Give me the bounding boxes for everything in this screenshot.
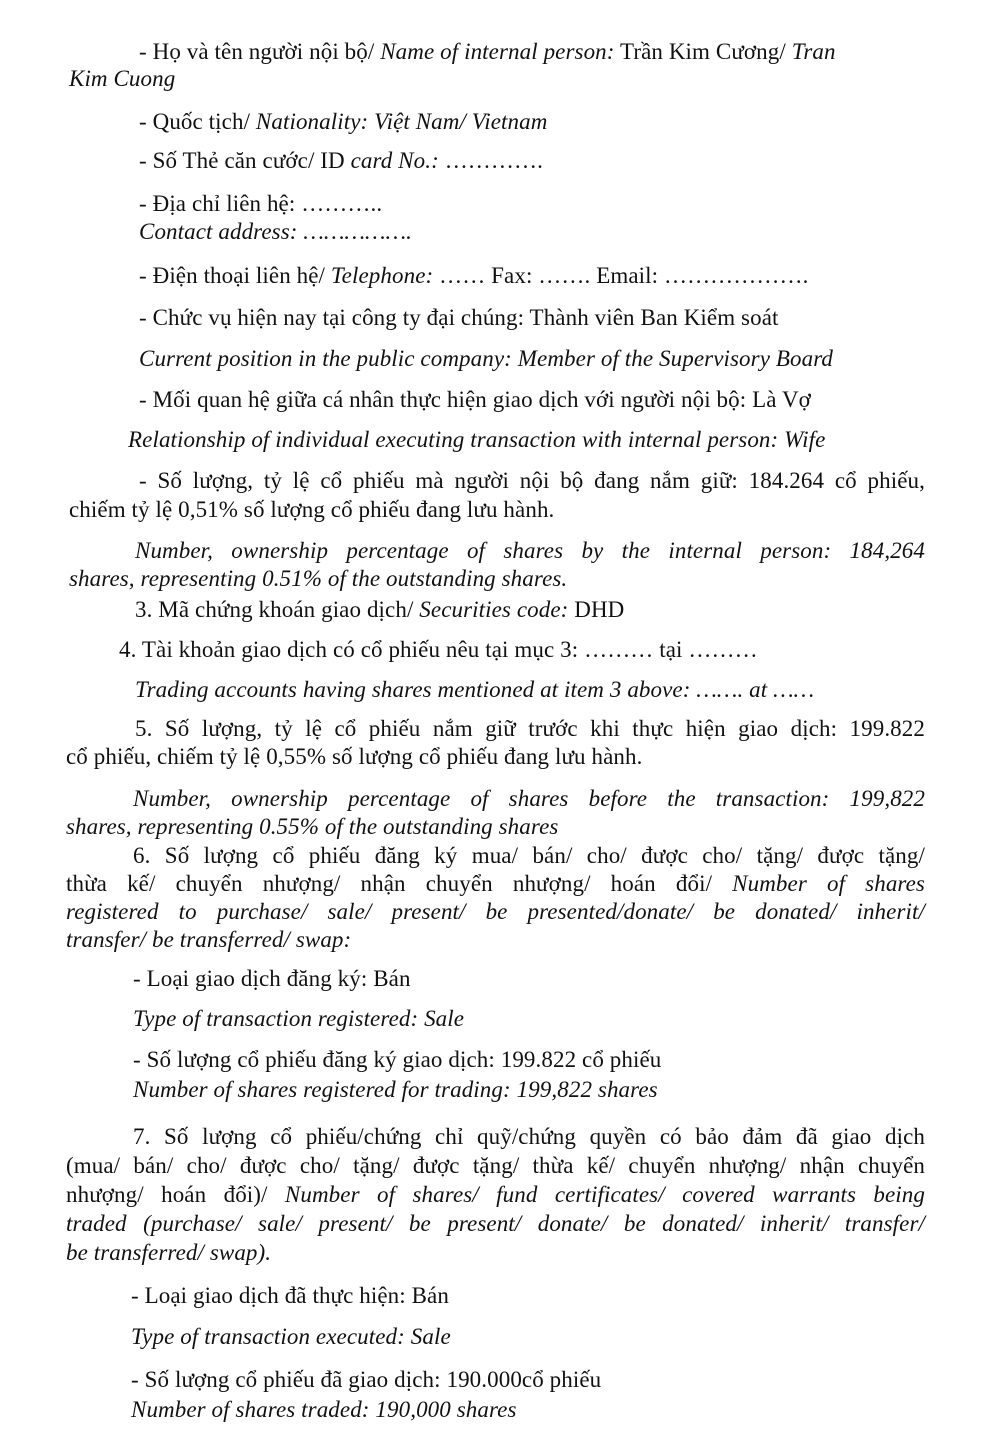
item6-qty-en: Number of shares registered for trading: 199,822 shares [133, 1077, 658, 1102]
item6-line1: 6. Số lượng cổ phiếu đăng ký mua/ bán/ cho/ được cho/ tặng/ được tặng/ [133, 843, 925, 868]
position-en: Current position in the public company: Member of the Supervisory Board [139, 346, 834, 371]
item7-line3-vi: nhượng/ hoán đổi)/ [66, 1182, 285, 1207]
item7-line3-en: Number of shares/ fund certificates/ covered warrants being [284, 1182, 925, 1207]
phone-line [139, 262, 808, 290]
item7-line1: 7. Số lượng cổ phiếu/chứng chỉ quỹ/chứng quyền có bảo đảm đã giao dịch [133, 1124, 925, 1149]
holding-en-line2: shares, representing 0.51% of the outstanding shares. [69, 566, 568, 591]
item6-line3: registered to purchase/ sale/ present/ be presented/donate/ be donated/ inherit/ [66, 899, 925, 924]
phone-fax-email: …… Fax: ……. Email: ………………. [433, 263, 809, 288]
address-line-vi: - Địa chỉ liên hệ: ……….. [139, 191, 383, 216]
nationality-label-vi: - Quốc tịch/ [139, 109, 256, 134]
nationality-value: Việt Nam/ Vietnam [368, 109, 548, 134]
item4-en: Trading accounts having shares mentioned at item 3 above: ……. at …… [135, 677, 815, 702]
item6-line4: transfer/ be transferred/ swap: [66, 927, 352, 952]
item6-line2-vi: thừa kế/ chuyển nhượng/ nhận chuyển nhượng/ hoán đổi/ [66, 871, 733, 896]
item5-en-line1: Number, ownership percentage of shares before the transaction: 199,822 [133, 786, 925, 811]
id-label-vi: - Số Thẻ căn cước/ ID [139, 148, 351, 173]
item7-line5: be transferred/ swap). [66, 1240, 272, 1265]
relationship-vi: - Mối quan hệ giữa cá nhân thực hiện giao dịch với người nội bộ: Là Vợ [139, 387, 811, 412]
nationality-label-en: Nationality: [255, 109, 369, 134]
item4-vi: 4. Tài khoản giao dịch có cổ phiếu nêu tại mục 3: ……… tại ……… [119, 637, 758, 662]
id-value: …………. [438, 148, 543, 173]
id-line [139, 147, 543, 175]
item3-value: DHD [568, 597, 625, 622]
item5-en-line2: shares, representing 0.55% of the outstanding shares [66, 814, 559, 839]
item3-securities-code [135, 596, 624, 624]
item7-line4: traded (purchase/ sale/ present/ be present/ donate/ be donated/ inherit/ transfer/ [66, 1211, 925, 1236]
item7-type-en: Type of transaction executed: Sale [131, 1324, 451, 1349]
position-vi: - Chức vụ hiện nay tại công ty đại chúng: Thành viên Ban Kiểm soát [139, 305, 779, 330]
name-value-en: Tran [791, 39, 836, 64]
item6-line2 [66, 870, 925, 898]
item7-line2: (mua/ bán/ cho/ được cho/ tặng/ được tặng/ thừa kế/ chuyển nhượng/ nhận chuyển [66, 1153, 925, 1178]
holding-en-line1: Number, ownership percentage of shares by the internal person: 184,264 [135, 538, 925, 563]
relationship-en: Relationship of individual executing transaction with internal person: Wife [128, 427, 826, 452]
item7-qty-en: Number of shares traded: 190,000 shares [131, 1397, 517, 1422]
holding-vi-line2: chiếm tỷ lệ 0,51% số lượng cổ phiếu đang lưu hành. [69, 497, 555, 522]
item7-line3 [66, 1181, 925, 1209]
phone-label-vi: - Điện thoại liên hệ/ [139, 263, 331, 288]
name-label-vi: - Họ và tên người nội bộ/ [139, 39, 381, 64]
item5-vi-line2: cổ phiếu, chiếm tỷ lệ 0,55% số lượng cổ phiếu đang lưu hành. [66, 744, 643, 769]
address-line-en: Contact address: ……………. [139, 219, 412, 244]
phone-label-en: Telephone: [330, 263, 434, 288]
item3-label-en: Securities code: [419, 597, 569, 622]
holding-vi-line1: - Số lượng, tỷ lệ cổ phiếu mà người nội bộ đang nắm giữ: 184.264 cổ phiếu, [139, 468, 925, 493]
name-label-en: Name of internal person: [380, 39, 615, 64]
item6-type-en: Type of transaction registered: Sale [133, 1006, 465, 1031]
id-label-en: card No.: [350, 148, 439, 173]
item7-type-vi: - Loại giao dịch đã thực hiện: Bán [131, 1283, 449, 1308]
item6-line2-en: Number of shares [732, 871, 925, 896]
nationality-line [139, 108, 547, 136]
item7-qty-vi: - Số lượng cổ phiếu đã giao dịch: 190.000cổ phiếu [131, 1367, 602, 1392]
name-line [139, 38, 836, 66]
name-value-vi: Trần Kim Cương/ [614, 39, 792, 64]
item3-label-vi: 3. Mã chứng khoán giao dịch/ [135, 597, 420, 622]
item6-type-vi: - Loại giao dịch đăng ký: Bán [133, 966, 411, 991]
item5-vi-line1: 5. Số lượng, tỷ lệ cổ phiếu nắm giữ trước khi thực hiện giao dịch: 199.822 [135, 716, 925, 741]
name-value-en-cont: Kim Cuong [69, 66, 176, 91]
item6-qty-vi: - Số lượng cổ phiếu đăng ký giao dịch: 199.822 cổ phiếu [133, 1047, 662, 1072]
